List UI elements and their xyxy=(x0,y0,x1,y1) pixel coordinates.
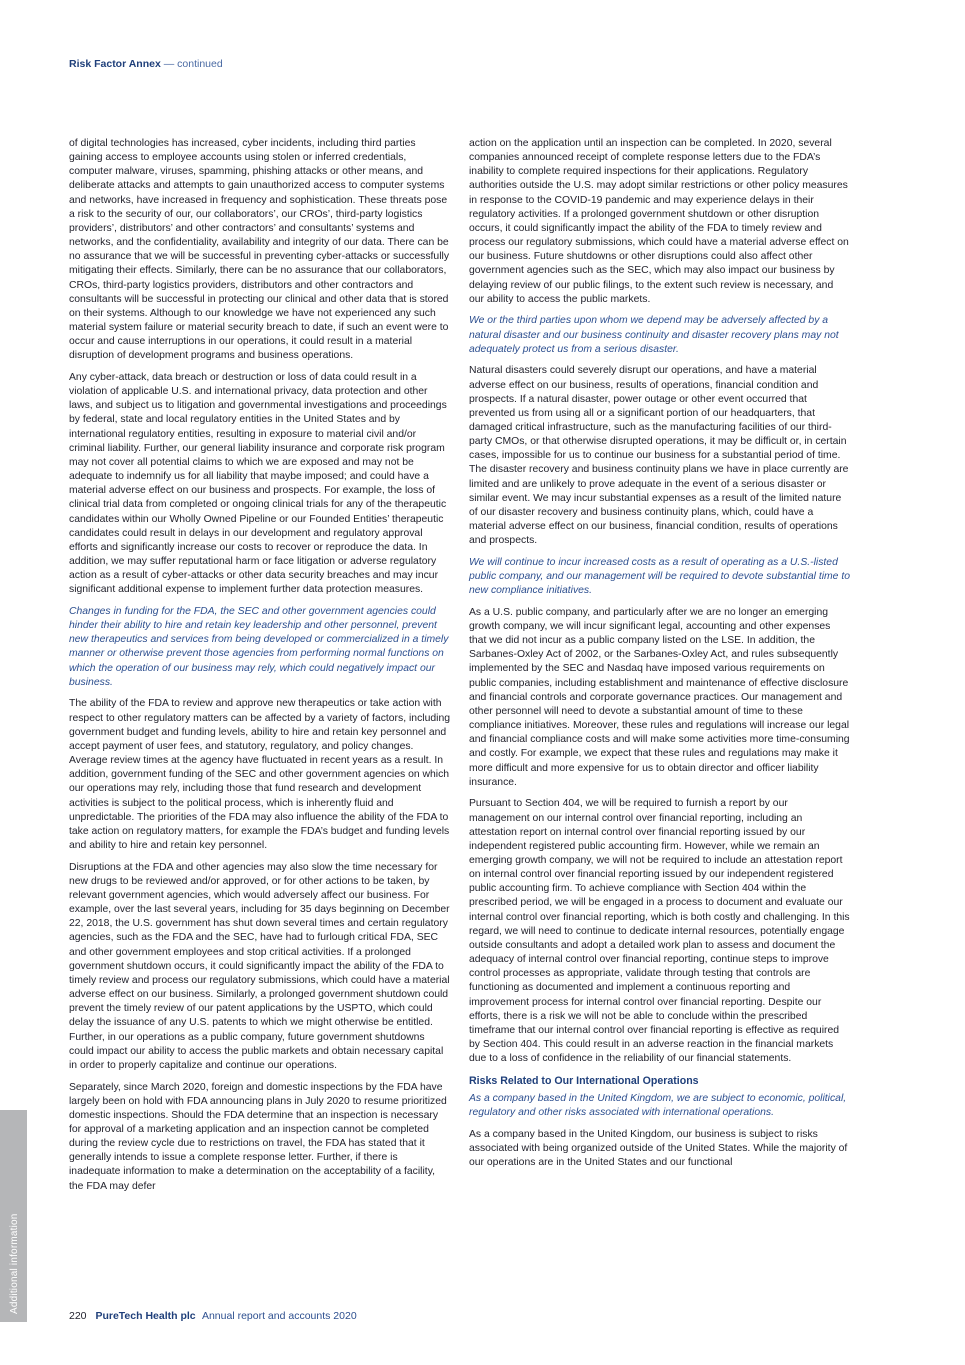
paragraph: As a company based in the United Kingdom, our business is subject to risks associated with being organized outside of the United States. While the majority of our operations are in the United States and our functional xyxy=(469,1128,848,1168)
paragraph: The ability of the FDA to review and approve new therapeutics or take action with respect to other regulatory matters can be affected by a variety of factors, including government budget and funding levels, ability to hire and retain key personnel and accept payment of user fees, and statutory, regulatory, and policy changes. Average review times at the agency have fluctuated in recent years as a result. In addition, government funding of the SEC and other government agencies on which our operations may rely, including those that fund research and development activities is subject to the political process, which is inherently fluid and unpredictable. The priorities of the FDA may also influence the ability of the FDA to take action on regulatory matters, for example the FDA’s budget and funding levels and ability to hire and retain key personnel. xyxy=(69,698,450,851)
risk-subheading: As a company based in the United Kingdom, we are subject to economic, political, regulatory and other risks associated with international operations. xyxy=(469,1092,847,1118)
report-title: Annual report and accounts 2020 xyxy=(201,1310,357,1322)
company-name: PureTech Health plc xyxy=(95,1310,196,1322)
paragraph: action on the application until an inspection can be completed. In 2020, several companies announced receipt of complete response letters due to the FDA’s inability to complete required inspections for their applications. Regulatory authorities outside the U.S. may adopt similar restrictions or other policy measures in response to the COVID-19 pandemic and may experience delays in their regulatory activities. If a prolonged government shutdown or other disruption occurs, it could significantly impact the ability of the FDA to timely review and process our regulatory submissions, which could have a material adverse effect on our business. Future shutdowns or other disruptions could also affect other government agencies such as the SEC, which may also impact our business by delaying review of our public filings, to the extent such review is necessary, and our ability to access the public markets. xyxy=(469,138,849,305)
paragraph: As a U.S. public company, and particularly after we are no longer an emerging growth company, we will incur significant legal, accounting and other expenses that we did not incur as a public company listed on the LSE. In addition, the Sarbanes-Oxley Act of 2002, or the Sarbanes-Oxley Act, and rules subsequently implemented by the SEC and Nasdaq have imposed various requirements on public companies, including establishment and maintenance of effective disclosure and financial controls and corporate governance practices. Our management and other personnel will need to devote a substantial amount of time to these compliance initiatives. Moreover, these rules and regulations will increase our legal and financial compliance costs and will make some activities more time-consuming and costly. For example, we expect that these rules and regulations may make it more difficult and more expensive for us to obtain director and officer liability insurance. xyxy=(469,606,850,788)
paragraph: Pursuant to Section 404, we will be required to furnish a report by our management on our internal control over financial reporting, including an attestation report on internal control over financial reporting issued by our independent registered public accounting firm. However, while we remain an emerging growth company, we will not be required to include an attestation report on internal control over financial reporting issued by our independent registered public accounting firm. To achieve compliance with Section 404 within the prescribed period, we will be engaged in a process to document and evaluate our internal control over financial reporting, which is both costly and challenging. In this regard, we will need to continue to dedicate internal resources, potentially engage outside consultants and adopt a detailed work plan to assess and document the adequacy of internal control over financial reporting, continue steps to improve control processes as appropriate, validate through testing that controls are functioning as documented and implement a continuous reporting and improvement process for internal control over financial reporting. Despite our efforts, there is a risk we will not be able to conclude within the prescribed timeframe that our internal control over financial reporting is effective as required by Section 404. This could result in an adverse reaction in the financial markets due to a loss of confidence in the reliability of our financial statements. xyxy=(469,798,850,1065)
left-column xyxy=(69,137,450,1201)
side-tab-label: Additional information xyxy=(8,1213,20,1314)
risk-subheading: We will continue to incur increased costs as a result of operating as a U.S.-listed public company, and our management will be required to devote substantial time to new compliance initiatives. xyxy=(469,556,851,597)
section-heading: Risks Related to Our International Operations xyxy=(469,1074,699,1087)
page-footer xyxy=(69,1310,357,1322)
paragraph: Disruptions at the FDA and other agencies may also slow the time necessary for new drugs to be reviewed and/or approved, or for other actions to be taken, by relevant government agencies, which would adversely affect our business. For example, over the last several years, including for 35 days beginning on December 22, 2018, the U.S. government has shut down several times and certain regulatory agencies, such as the FDA and the SEC, have had to furlough critical FDA, SEC and other government employees and stop critical activities. If a prolonged government shutdown occurs, it could significantly impact the ability of the FDA to timely review and process our regulatory submissions, which could have a material adverse effect on our business. Similarly, a prolonged government shutdown could prevent the timely review of our patent applications by the USPTO, which could delay the issuance of any U.S. patents to which we might otherwise be entitled. Further, in our operations as a public company, future government shutdowns could impact our ability to access the public markets and obtain necessary capital in order to properly capitalize and continue our operations. xyxy=(69,861,450,1071)
risk-subheading: We or the third parties upon whom we depend may be adversely affected by a natural disaster and our business continuity and disaster recovery plans may not adequately protect us from a serious disaster. xyxy=(469,315,839,355)
header-suffix: — continued xyxy=(163,58,223,70)
paragraph: Separately, since March 2020, foreign and domestic inspections by the FDA have largely been on hold with FDA announcing plans in July 2020 to resume prioritized domestic inspections. Should the FDA determine that an inspection is necessary for approval of a marketing application and an inspection cannot be completed during the review cycle due to restrictions on travel, the FDA has stated that it generally intends to issue a complete response letter. Further, if there is inadequate information to make a determination on the acceptability of a facility, the FDA may defer xyxy=(69,1081,447,1192)
running-header xyxy=(69,58,223,70)
paragraph: Natural disasters could severely disrupt our operations, and have a material adverse effect on our business, results of operations, financial condition and prospects. If a natural disaster, power outage or other event occurred that prevented us from using all or a significant portion of our headquarters, that damaged critical infrastructure, such as the manufacturing facilities of our third-party CMOs, or that otherwise disrupted operations, it may be difficult or, in certain cases, impossible for us to continue our business for a substantial period of time. The disaster recovery and business continuity plans we have in place currently are limited and are unlikely to prove adequate in the event of a serious disaster or similar event. We may incur substantial expenses as a result of the limited nature of our disaster recovery and business continuity plans, which, could have a material adverse effect on our business, financial condition, results of operations and prospects. xyxy=(469,365,849,547)
risk-subheading: Changes in funding for the FDA, the SEC and other government agencies could hinder their ability to hire and retain key leadership and other personnel, prevent new therapeutics and services from being developed or commercialized in a timely manner or otherwise prevent those agencies from performing normal functions on which the operation of our business may rely, which could negatively impact our business. xyxy=(69,606,449,688)
paragraph: Any cyber-attack, data breach or destruction or loss of data could result in a violation of applicable U.S. and international privacy, data protection and other laws, and subject us to litigation and governmental investigations and proceedings by federal, state and local regulatory entities in the United States and by international regulatory entities, resulting in exposure to material civil and/or criminal liability. Further, our general liability insurance and corporate risk program may not cover all potential claims to which we are exposed and may not be adequate to indemnify us for all liability that maybe imposed; and could have a material adverse effect on our business and prospects. For example, the loss of clinical trial data from completed or ongoing clinical trials for any of the therapeutic candidates within our Wholly Owned Pipeline or our Founded Entities’ therapeutic candidates could result in delays in our development and regulatory approval efforts and significantly increase our costs to recover or reproduce the data. In addition, we may suffer reputational harm or face litigation or adverse regulatory action as a result of cyber-attacks or other data security breaches and may incur significant additional expense to implement further data protection measures. xyxy=(69,372,447,596)
page-number: 220 xyxy=(69,1310,87,1322)
right-column xyxy=(469,137,850,1178)
paragraph: of digital technologies has increased, cyber incidents, including third parties gaining access to employee accounts using stolen or inferred credentials, computer malware, viruses, spamming, phishing attacks or other means, and deliberate attacks and attempts to gain unauthorized access to computer systems and networks, have increased in frequency and sophistication. These threats pose a risk to the security of our, our collaborators’, our CROs’, third-party logistics providers’, distributors’ and other contractors’ and consultants’ systems and networks, and the confidentiality, availability and integrity of our data. There can be no assurance that we will be successful in preventing cyber-attacks or successfully mitigating their effects. Similarly, there can be no assurance that our collaborators, CROs, third-party logistics providers, distributors and other contractors and consultants will be successful in protecting our clinical and other data that is stored on their systems. Although to our knowledge we have not experienced any such material system failure or material security breach to date, if such an event were to occur and cause interruptions in our operations, it could result in a material disruption of development programs and business operations. xyxy=(69,138,450,362)
section-side-tab xyxy=(0,1110,27,1322)
header-title: Risk Factor Annex xyxy=(69,58,161,70)
